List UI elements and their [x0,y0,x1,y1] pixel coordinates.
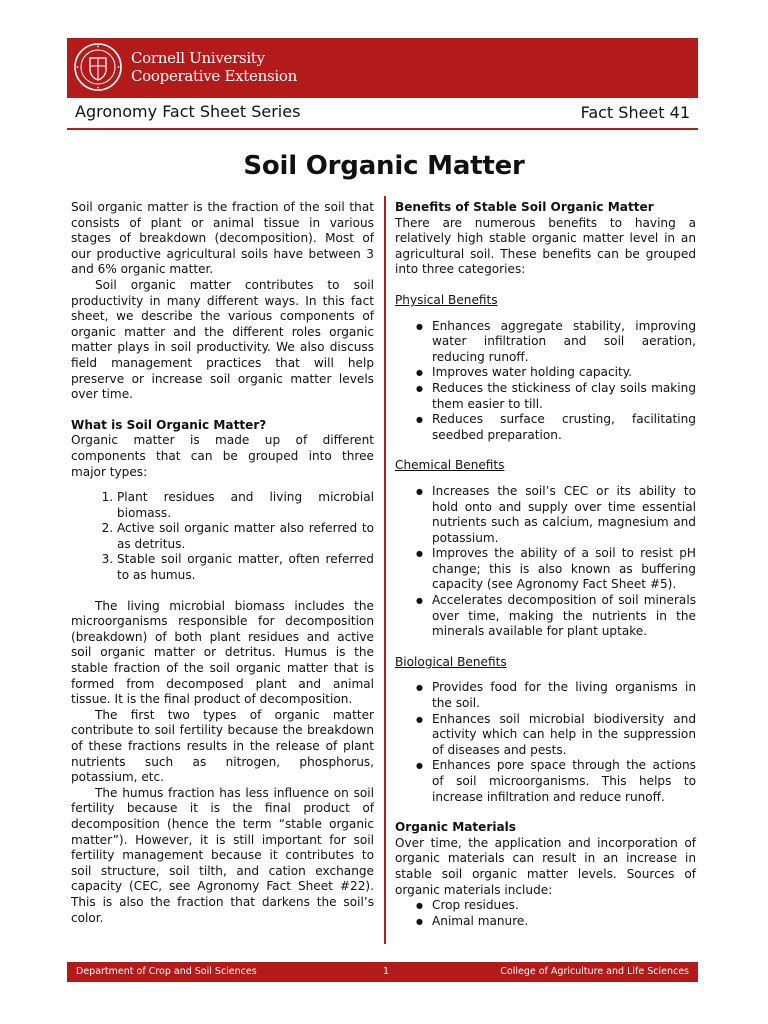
right-column [395,200,696,929]
biological-benefits-list [395,680,696,805]
list-item: ● Reduces surface crusting, facilitating seedbed preparation. [432,412,696,443]
footer-college: College of Agriculture and Life Sciences [500,966,689,977]
footer-department: Department of Crop and Soil Sciences [76,966,257,977]
list-item: ● Animal manure. [432,914,696,930]
humus-paragraph: The humus fraction has less influence on soil fertility because it is the final product of decomposition (hence the term “stable organic matter”). However, it is still important for soil fertility management because it contributes to soil structure, soil tilth, and cation exchange capacity (CEC, see Agronomy Fact Sheet #22). This is also the fraction that darkens the soil’s color. [71,785,374,925]
institution-line1: Cornell University [131,49,265,67]
cornell-seal-icon [73,42,123,92]
organic-sources-list [395,898,696,929]
institution-name [131,49,297,85]
biological-benefits-heading: Biological Benefits [395,654,507,669]
benefits-intro: There are numerous benefits to having a relatively high stable organic matter level in an agricultural soil. These benefits can be grouped into three categories: [395,215,696,277]
series-bar [67,98,698,130]
intro-paragraph-1: Soil organic matter is the fraction of the soil that consists of plant or animal tissue in various stages of breakdown (decomposition). Most of our productive agricultural soils have between 3 and 6% organic matter. [71,200,374,277]
chemical-benefits-heading: Chemical Benefits [395,458,505,473]
page-number: 1 [383,966,390,977]
living-biomass-paragraph: The living microbial biomass includes the microorganisms responsible for decomposition (breakdown) of both plant residues and active soil organic matter or detritus. Humus is the stable fraction of the soil organic matter that is formed from decomposed plant and animal tissue. It is the final product of decomposition. [71,598,374,707]
organic-materials-intro: Over time, the application and incorporation of organic materials can result in an increase in stable soil organic matter levels. Sources of organic materials include: [395,835,696,897]
chemical-benefits-list [395,484,696,640]
list-item: 1. Plant residues and living microbial biomass. [117,490,374,521]
benefits-heading: Benefits of Stable Soil Organic Matter [395,200,654,214]
footer-bar [67,962,698,982]
institution-line2: Cooperative Extension [131,67,297,85]
what-heading: What is Soil Organic Matter? [71,417,267,432]
list-item: ● Crop residues. [432,898,696,914]
list-item: ● Enhances soil microbial biodiversity and activity which can help in the suppression of diseases and pests. [432,712,696,759]
intro-paragraph-2: Soil organic matter contributes to soil productivity in many different ways. In this fact sheet, we describe the various components of organic matter and the different roles organic matter plays in soil productivity. We also discuss field management practices that will help preserve or increase soil organic matter levels over time. [71,277,374,402]
list-item: ● Improves the ability of a soil to resist pH change; this is also known as buffering capacity (see Agronomy Fact Sheet #5). [432,546,696,593]
header-banner [67,38,698,98]
physical-benefits-list [395,319,696,444]
sheet-number: Fact Sheet 41 [580,103,690,122]
organic-materials-heading: Organic Materials [395,820,516,835]
column-divider [384,196,386,944]
series-title: Agronomy Fact Sheet Series [75,102,301,121]
list-item: ● Provides food for the living organisms in the soil. [432,680,696,711]
list-item: ● Enhances aggregate stability, improving water infiltration and soil aeration, reducing runoff. [432,319,696,366]
first-two-types-paragraph: The first two types of organic matter contribute to soil fertility because the breakdown of these fractions results in the release of plant nutrients such as nitrogen, phosphorus, potassium, etc. [71,707,374,785]
physical-benefits-heading: Physical Benefits [395,292,498,307]
list-item: 3. Stable soil organic matter, often referred to as humus. [117,552,374,583]
list-item: ● Accelerates decomposition of soil minerals over time, making the nutrients in the minerals available for plant uptake. [432,593,696,640]
left-column [71,200,374,926]
list-item: ● Increases the soil’s CEC or its ability to hold onto and supply over time essential nutrients such as calcium, magnesium and potassium. [432,484,696,546]
page-title: Soil Organic Matter [243,151,525,181]
what-intro: Organic matter is made up of different components that can be grouped into three major types: [71,433,374,479]
list-item: ● Improves water holding capacity. [432,365,696,381]
list-item: ● Enhances pore space through the actions of soil microorganisms. This helps to increase infiltration and reduce runoff. [432,758,696,805]
types-list [71,490,374,584]
list-item: ● Reduces the stickiness of clay soils making them easier to till. [432,381,696,412]
list-item: 2. Active soil organic matter also referred to as detritus. [117,521,374,552]
